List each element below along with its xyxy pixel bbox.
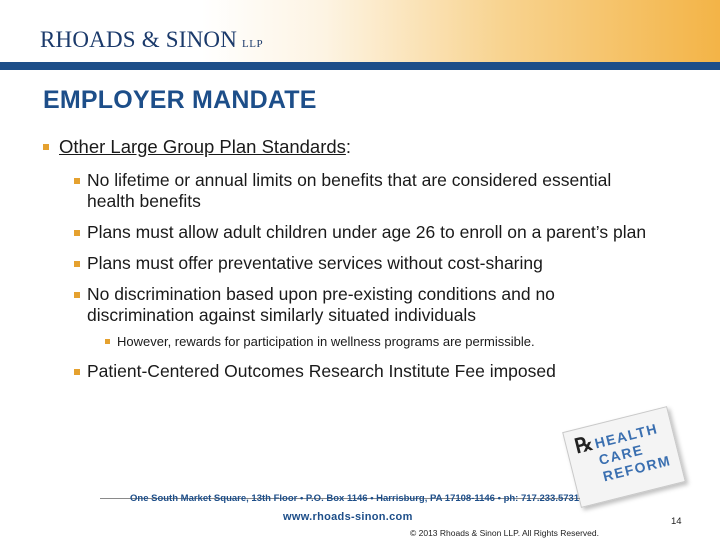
logo-text: RHOADS & SINON bbox=[40, 27, 238, 52]
sub-list-item-text: However, rewards for participation in wellness programs are permissible. bbox=[117, 334, 535, 349]
heading-colon: : bbox=[345, 136, 352, 157]
list-item bbox=[57, 222, 663, 243]
list-item-text: Plans must allow adult children under age 26 to enroll on a parent’s plan bbox=[87, 222, 647, 242]
sub-list-item bbox=[43, 334, 663, 349]
firm-logo bbox=[40, 27, 263, 53]
list-item-text: Patient-Centered Outcomes Research Institute Fee imposed bbox=[87, 361, 556, 381]
health-care-reform-image bbox=[562, 406, 686, 508]
bullet-square-icon bbox=[105, 339, 110, 344]
list-item-text: Plans must offer preventative services without cost-sharing bbox=[87, 253, 543, 273]
slide-title: EMPLOYER MANDATE bbox=[43, 86, 317, 114]
heading-text: Other Large Group Plan Standards bbox=[59, 136, 346, 157]
logo-suffix: LLP bbox=[242, 38, 264, 50]
image-label: HEALTH CARE REFORM bbox=[592, 420, 673, 485]
page-number: 14 bbox=[671, 516, 682, 527]
list-item-text: No discrimination based upon pre-existing conditions and no discrimination against similarly situated individuals bbox=[87, 284, 555, 325]
bullet-list bbox=[43, 136, 663, 392]
header-band bbox=[0, 0, 720, 72]
bullet-square-icon bbox=[74, 261, 80, 267]
bullet-square-icon bbox=[74, 292, 80, 298]
bullet-square-icon bbox=[74, 369, 80, 375]
copyright-text: © 2013 Rhoads & Sinon LLP. All Rights Reserved. bbox=[410, 528, 599, 538]
bullet-square-icon bbox=[74, 178, 80, 184]
list-item bbox=[57, 170, 663, 212]
header-divider-bar bbox=[0, 62, 720, 70]
list-item-text: No lifetime or annual limits on benefits that are considered essential health benefits bbox=[87, 170, 612, 211]
footer-website-link[interactable]: www.rhoads-sinon.com bbox=[283, 511, 413, 523]
bullet-heading bbox=[43, 136, 663, 158]
rx-icon: ℞ bbox=[572, 432, 596, 459]
bullet-square-icon bbox=[74, 230, 80, 236]
bullet-square-icon bbox=[43, 144, 49, 150]
footer-address: One South Market Square, 13th Floor • P.O. Box 1146 • Harrisburg, PA 17108-1146 • ph: 717.233.5731 bbox=[130, 493, 580, 504]
list-item bbox=[57, 361, 663, 382]
list-item bbox=[57, 253, 663, 274]
list-item bbox=[57, 284, 663, 326]
